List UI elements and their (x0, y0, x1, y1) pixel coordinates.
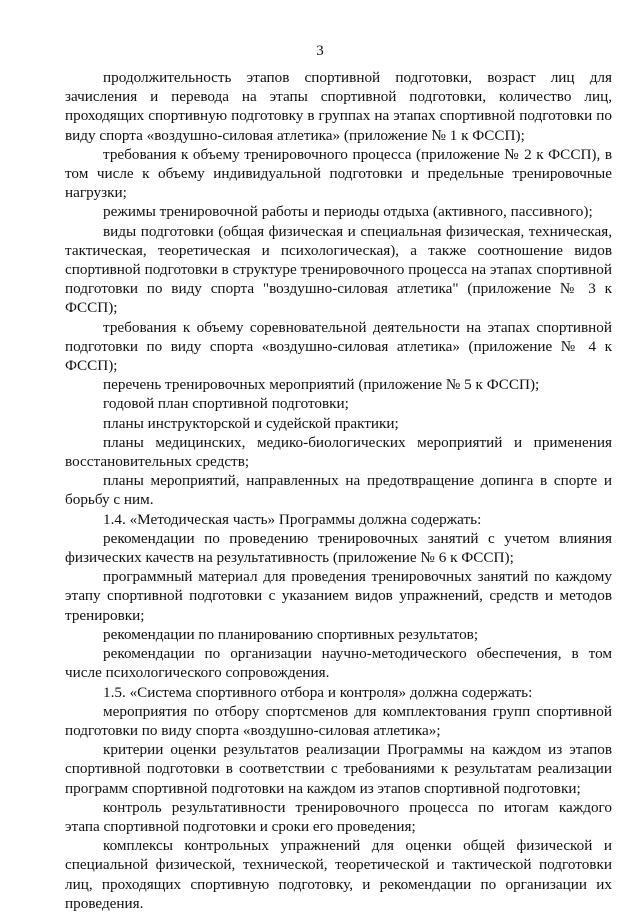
paragraph: критерии оценки результатов реализации Программы на каждом из этапов спортивной подготовки в соответствии с требованиями к результатам реализации программ спортивной подготовки на каждом из этапов спортивной подготовки; (65, 741, 612, 797)
paragraph: программный материал для проведения тренировочных занятий по каждому этапу спортивной подготовки с указанием видов упражнений, средств и методов тренировки; (65, 568, 612, 624)
paragraph: комплексы контрольных упражнений для оценки общей физической и специальной физической, технической, теоретической и тактической подготовки лиц, проходящих спортивную подготовку, и рекомендации по организации их проведения. (65, 837, 612, 912)
paragraph: рекомендации по проведению тренировочных занятий с учетом влияния физических качеств на результативность (приложение № 6 к ФССП); (65, 529, 612, 567)
page-number: 3 (316, 43, 324, 59)
section-heading-1-5: 1.5. «Система спортивного отбора и контроля» должна содержать: (103, 683, 533, 701)
paragraph: рекомендации по организации научно-методического обеспечения, в том числе психологического сопровождения. (65, 645, 612, 682)
paragraph: планы мероприятий, направленных на предотвращение допинга в спорте и борьбу с ним. (65, 472, 612, 509)
paragraph: перечень тренировочных мероприятий (приложение № 5 к ФССП); (103, 376, 540, 394)
paragraph: планы медицинских, медико-биологических мероприятий и применения восстановительных средств; (65, 433, 612, 471)
document-body (65, 68, 612, 913)
paragraph: годовой план спортивной подготовки; (103, 395, 349, 413)
section-heading-1-4: 1.4. «Методическая часть» Программы должна содержать: (103, 510, 482, 528)
paragraph: виды подготовки (общая физическая и специальная физическая, техническая, тактическая, теоретическая и психологическая), а также соотношение видов спортивной подготовки в структуре тренировочного процесса на этапах спортивной подготовки по виду спорта "воздушно-силовая атлетика" (приложение № 3 к ФССП); (65, 222, 612, 317)
paragraph: требования к объему соревновательной деятельности на этапах спортивной подготовки по виду спорта «воздушно-силовая атлетика» (приложение № 4 к ФССП); (65, 318, 612, 375)
paragraph: продолжительность этапов спортивной подготовки, возраст лиц для зачисления и перевода на этапы спортивной подготовки, количество лиц, проходящих спортивную подготовку в группах на этапах спортивной подготовки по виду спорта «воздушно-силовая атлетика» (приложение № 1 к ФССП); (65, 69, 612, 144)
paragraph: мероприятия по отбору спортсменов для комплектования групп спортивной подготовки по виду спорта «воздушно-силовая атлетика»; (65, 702, 612, 739)
paragraph: контроль результативности тренировочного процесса по итогам каждого этапа спортивной подготовки и сроки его проведения; (65, 798, 612, 835)
paragraph: планы инструкторской и судейской практики; (103, 414, 399, 432)
paragraph: режимы тренировочной работы и периоды отдыха (активного, пассивного); (103, 203, 593, 221)
paragraph: рекомендации по планированию спортивных результатов; (103, 625, 479, 643)
paragraph: требования к объему тренировочного процесса (приложение № 2 к ФССП), в том числе к объему индивидуальной подготовки и предельные тренировочные нагрузки; (65, 145, 612, 202)
